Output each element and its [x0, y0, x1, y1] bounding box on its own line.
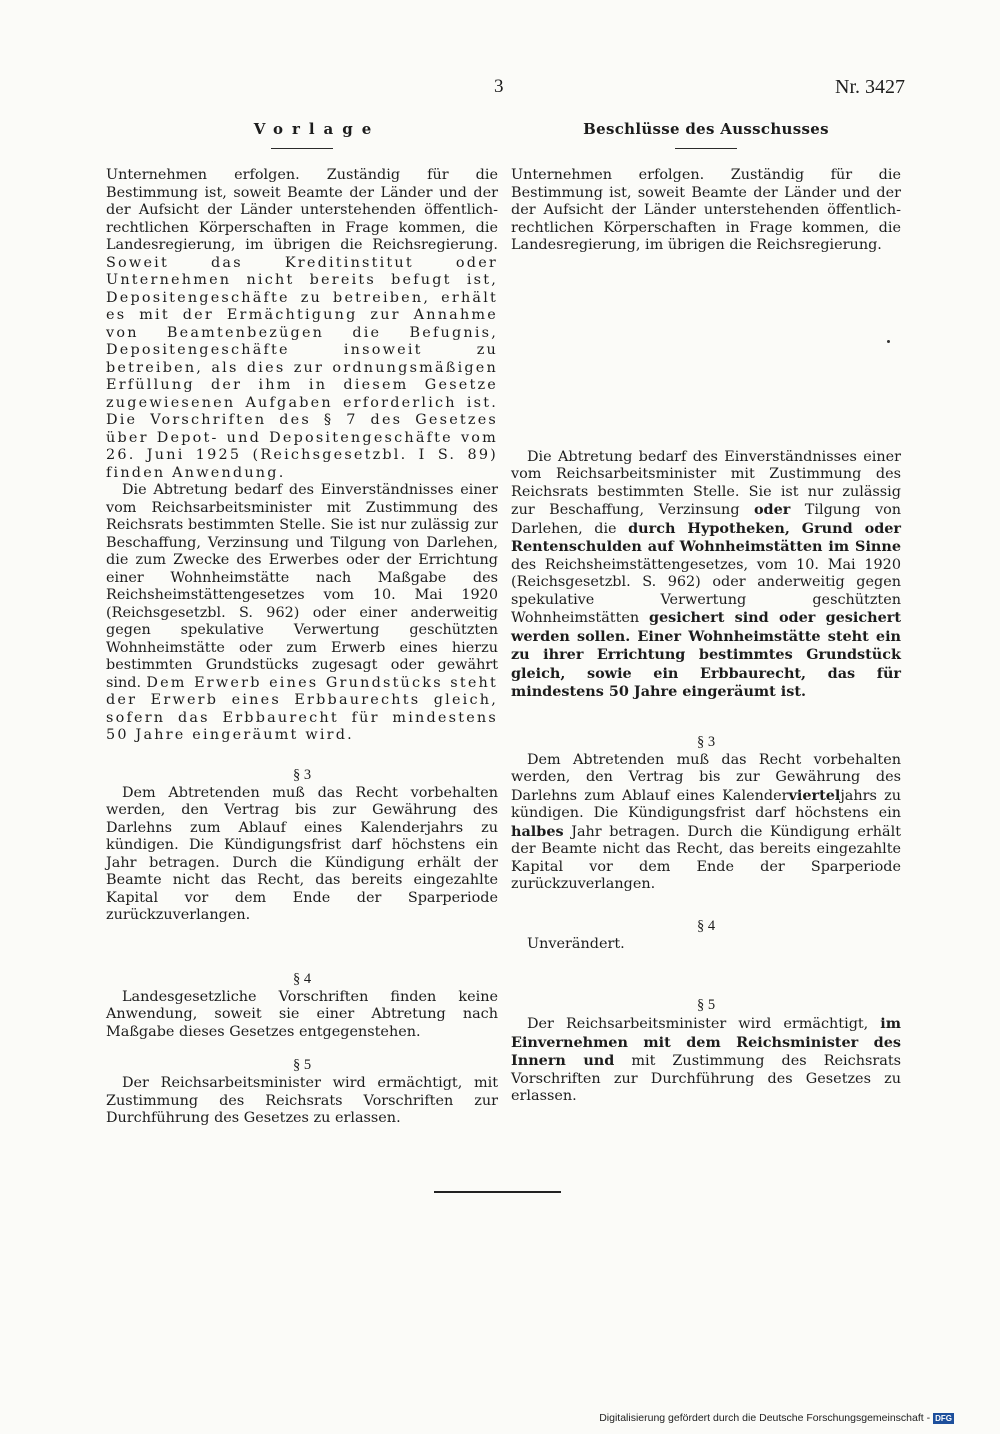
right-s3-bold-d: halbes	[511, 822, 564, 840]
right-s3-text-a: Dem Abtretenden muß das Recht vorbehalten werden, den Vertrag bis zur Gewährung des Darlehns zum Ablauf eines Kalender	[511, 751, 901, 804]
title-rule	[675, 148, 737, 149]
ink-dot	[887, 340, 890, 343]
end-rule	[434, 1191, 561, 1193]
right-section-4-heading: § 4	[696, 917, 716, 934]
right-section-5-text	[511, 1015, 901, 1106]
right-section-5-heading: § 5	[696, 997, 716, 1013]
right-p2-bold-d: durch Hypotheken, Grund oder Rentenschulden auf Wohnheimstätten im Sinne	[511, 519, 901, 555]
left-p1-spaced-text: Soweit das Kreditinstitut oder Unternehmen nicht bereits befugt ist, Depositengeschäfte zu betreiben, erhält es mit der Ermächtigung zur Annahme von Beamtenbezügen die Befugnis, Depositengeschäfte insoweit zu betreiben, als dies zur ordnungsmäßigen Erfüllung der ihm in diesem Gesetze zugewiesenen Aufgaben erforderlich ist. Die Vorschriften des § 7 des Gesetzes über Depot- und Depositengeschäfte vom 26. Juni 1925 (Reichsgesetzbl. I S. 89) finden Anwendung.	[106, 254, 498, 481]
right-section-3-text	[511, 752, 901, 894]
right-s3-text-e: Jahr betragen. Durch die Kündigung erhält der Beamte nicht das Recht, das bereits eingezahlte Kapital vor dem Ende der Sparperiode zurückzuverlangen.	[511, 823, 901, 892]
right-p2-text-a: Die Abtretung bedarf des Einverständnisses einer vom Reichsarbeitsminister mit Zustimmung des Reichsrats bestimmten Stelle. Sie ist nur zulässig zur Beschaffung, Verzinsung	[511, 448, 901, 518]
left-section-3-text: Dem Abtretenden muß das Recht vorbehalten werden, den Vertrag bis zur Gewährung des Darlehns zum Ablauf eines Kalenderjahrs zu kündigen. Die Kündigungsfrist darf höchstens ein Jahr betragen. Durch die Kündigung erhält der Beamte nicht das Recht, das bereits eingezahlte Kapital vor dem Ende der Sparperiode zurückzuverlangen.	[106, 784, 498, 923]
right-s3-text-c: jahrs zu kündigen. Die Kündigungsfrist darf höchstens ein	[511, 787, 902, 821]
right-paragraph-2	[511, 449, 901, 702]
left-section-5-heading: § 5	[292, 1057, 312, 1073]
right-s5-bold-b: im Einvernehmen mit dem Reichsminister des Innern und	[511, 1015, 901, 1069]
left-section-5-text: Der Reichsarbeitsminister wird ermächtigt, mit Zustimmung des Reichsrats Vorschriften zur Durchführung des Gesetzes zu erlassen.	[106, 1075, 498, 1126]
right-s5-text-a: Der Reichsarbeitsminister wird ermächtigt,	[527, 1016, 881, 1032]
right-p2-bold-f: gesichert sind oder gesichert werden sollen. Einer Wohnheimstätte steht ein zu ihrer Errichtung bestimmtes Grundstück gleich, sowie ein Erbbaurecht, das für mindestens 50 Jahre eingeräumt ist.	[511, 609, 901, 700]
right-section-3-heading: § 3	[696, 733, 716, 750]
left-p1-text: Unternehmen erfolgen. Zuständig für die Bestimmung ist, soweit Beamte der Länder und der der Aufsicht der Länder unterstehenden öffentlich-rechtlichen Körperschaften in Frage kommen, die Landesregierung, im übrigen die Reichsregierung.	[106, 167, 498, 253]
left-section-4-heading: § 4	[292, 970, 312, 987]
footer-text: Digitalisierung gefördert durch die Deutsche Forschungsgemeinschaft -	[599, 1412, 931, 1424]
right-p2-text-e: des Reichsheimstättengesetzes, vom 10. Mai 1920 (Reichsgesetzbl. S. 962) oder anderweitig gegen spekulative Verwertung geschützten Wohnheimstätten	[511, 556, 901, 626]
left-section-4-text: Landesgesetzliche Vorschriften finden keine Anwendung, soweit sie einer Abtretung nach Maßgabe dieses Gesetzes entgegenstehen.	[106, 988, 498, 1040]
left-column	[106, 118, 498, 1128]
right-s3-bold-b: viertel	[788, 786, 841, 804]
left-paragraph-1	[106, 167, 498, 482]
right-p2-text-c: Tilgung von Darlehen, die	[511, 502, 902, 537]
document-number: Nr. 3427	[835, 76, 905, 98]
dfg-logo-icon: DFG	[935, 1413, 952, 1423]
left-p2-spaced-text: Dem Erwerb eines Grundstücks steht der Erwerb eines Erbbaurechts gleich, sofern das Erbbaurecht für mindestens 50 Jahre eingeräumt wird.	[106, 674, 498, 743]
right-s5-text-c: mit Zustimmung des Reichsrats Vorschriften zur Durchführung des Gesetzes zu erlassen.	[511, 1053, 901, 1104]
right-column-title: Beschlüsse des Ausschusses	[583, 120, 829, 138]
left-paragraph-2	[106, 482, 498, 745]
left-p2-text: Die Abtretung bedarf des Einverständnisses einer vom Reichsarbeitsminister mit Zustimmung des Reichsrats bestimmten Stelle. Sie ist nur zulässig zur Beschaffung, Verzinsung und Tilgung von Darlehen, die zum Zwecke des Erwerbes oder der Errichtung einer Wohnheimstätte nach Maßgabe des Reichsheimstättengesetzes vom 10. Mai 1920 (Reichsgesetzbl. S. 962) oder einer anderweitig gegen spekulative Verwertung geschützten Wohnheimstätte oder zum Erwerb eines hierzu bestimmten Grundstücks zugesagt oder gewährt sind.	[106, 482, 498, 691]
title-rule	[271, 148, 333, 149]
right-p2-bold-b: oder	[753, 501, 791, 518]
left-section-3-heading: § 3	[292, 766, 312, 783]
footer	[599, 1412, 954, 1424]
page-number: 3	[494, 76, 504, 97]
right-paragraph-1: Unternehmen erfolgen. Zuständig für die Bestimmung ist, soweit Beamte der Länder und der der Aufsicht der Länder unterstehenden öffentlich-rechtlichen Körperschaften in Frage kommen, die Landesregierung, im übrigen die Reichsregierung.	[511, 167, 901, 253]
right-section-4-text: Unverändert.	[527, 935, 625, 952]
left-column-title: Vorlage	[253, 120, 381, 138]
right-column	[511, 118, 901, 1106]
